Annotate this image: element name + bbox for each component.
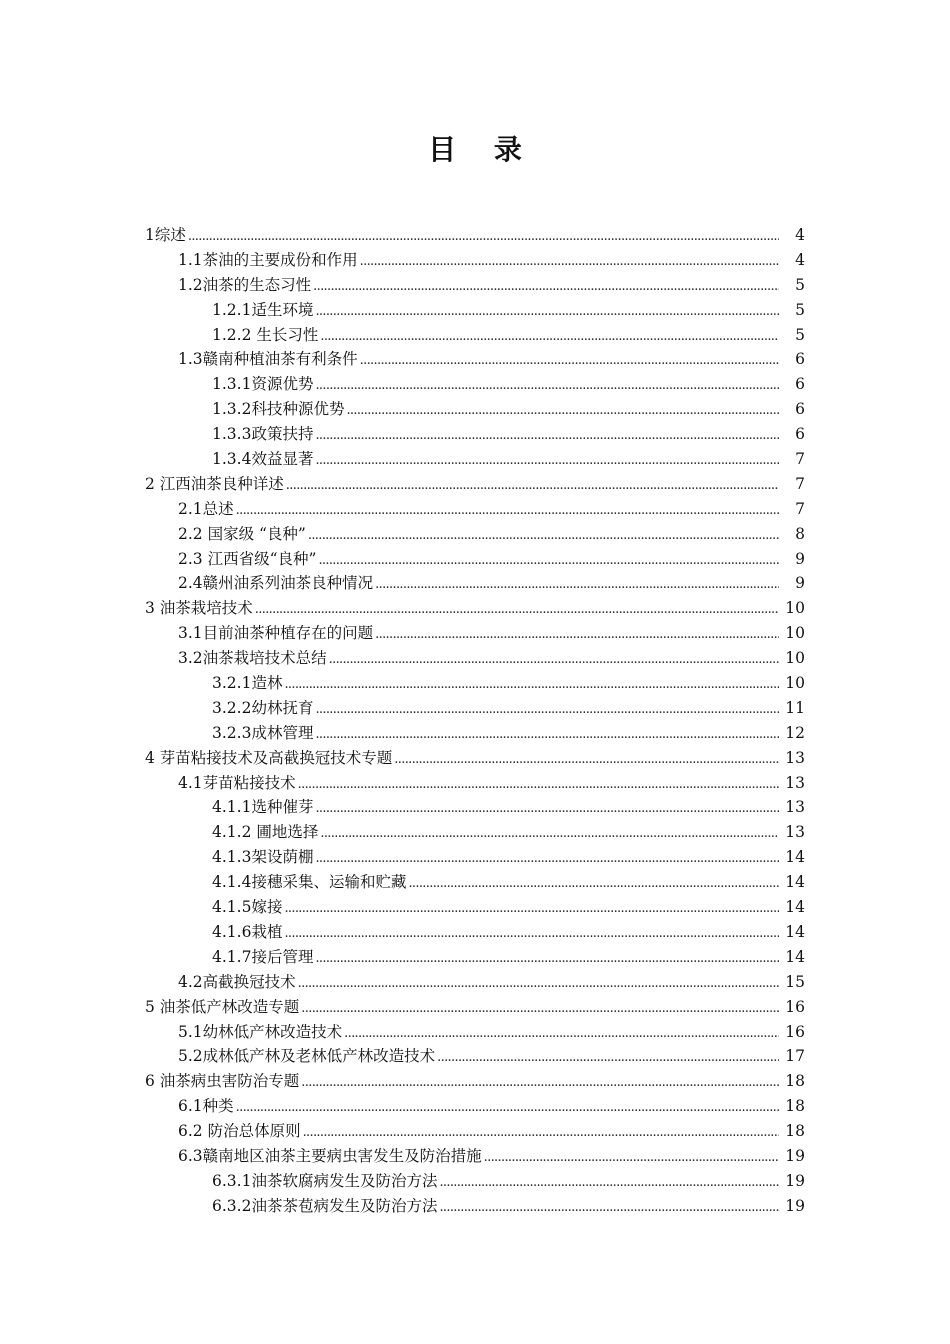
toc-entry-label: 3.2.1造林 — [212, 674, 283, 693]
toc-entry-label: 4.1.6栽植 — [212, 922, 283, 941]
toc-page-number: 14 — [785, 848, 805, 867]
toc-dot-leader — [439, 1196, 779, 1221]
toc-entry-label: 1.3.4效益显著 — [212, 450, 314, 469]
toc-entry[interactable] — [212, 1169, 950, 1194]
toc-entry[interactable] — [178, 522, 950, 547]
toc-entry-label: 4.1.5嫁接 — [212, 898, 283, 917]
toc-page-number: 5 — [795, 325, 805, 344]
toc-entry-label: 6.1种类 — [178, 1097, 234, 1116]
toc-dot-leader — [284, 922, 779, 947]
toc-entry-label: 6.3赣南地区油茶主要病虫害发生及防治措施 — [178, 1146, 482, 1165]
toc-entry-label: 6.2 防治总体原则 — [178, 1122, 301, 1141]
toc-entry[interactable] — [178, 646, 950, 671]
toc-page-number: 5 — [795, 275, 805, 294]
toc-dot-leader — [313, 275, 779, 300]
toc-page-number: 18 — [785, 1122, 805, 1141]
toc-entry-label: 2.2 国家级 “良种” — [178, 524, 306, 543]
toc-page-number: 7 — [795, 474, 805, 493]
toc-dot-leader — [346, 399, 779, 424]
toc-page-number: 4 — [795, 226, 805, 244]
toc-dot-leader — [298, 773, 779, 798]
toc-page-number: 10 — [785, 674, 805, 693]
toc-entry[interactable] — [212, 671, 950, 696]
toc-dot-leader — [329, 648, 779, 673]
toc-page-number: 11 — [785, 698, 805, 717]
toc-entry[interactable] — [178, 571, 950, 596]
toc-entry[interactable] — [145, 223, 950, 248]
toc-entry[interactable] — [178, 547, 950, 572]
toc-dot-leader — [344, 1022, 779, 1047]
toc-page-number: 18 — [785, 1097, 805, 1116]
toc-entry[interactable] — [145, 472, 950, 497]
toc-page-number: 19 — [785, 1171, 805, 1190]
toc-entry[interactable] — [212, 795, 950, 820]
toc-dot-leader — [315, 947, 779, 972]
toc-entry-label: 4.1.1选种催芽 — [212, 798, 314, 817]
toc-page-number: 6 — [795, 425, 805, 444]
toc-page-number: 9 — [795, 574, 805, 593]
toc-dot-leader — [298, 972, 779, 997]
toc-entry-label: 3.2.2幼林抚育 — [212, 698, 314, 717]
toc-page-number: 9 — [795, 549, 805, 568]
toc-entry-label: 1.3.1资源优势 — [212, 375, 314, 394]
toc-page-number: 13 — [785, 798, 805, 817]
toc-entry[interactable] — [145, 995, 950, 1020]
toc-entry[interactable] — [145, 1069, 950, 1094]
toc-entry-label: 1.1茶油的主要成份和作用 — [178, 250, 358, 269]
toc-dot-leader — [284, 673, 779, 698]
toc-entry-label: 2.4赣州油系列油茶良种情况 — [178, 574, 374, 593]
toc-page-number: 14 — [785, 873, 805, 892]
toc-entry-label: 4.1.4接穗采集、运输和贮藏 — [212, 873, 407, 892]
toc-dot-leader — [315, 300, 779, 325]
toc-title: 目 录 — [428, 133, 536, 166]
toc-dot-leader — [315, 374, 779, 399]
toc-entry[interactable] — [178, 1119, 950, 1144]
toc-dot-leader — [315, 723, 779, 748]
toc-dot-leader — [437, 1046, 779, 1071]
toc-entry-label: 4.1.3架设荫棚 — [212, 848, 314, 867]
toc-entry-label: 3.2油茶栽培技术总结 — [178, 649, 327, 668]
toc-page-number: 7 — [795, 450, 805, 469]
toc-entry-label: 5 油茶低产林改造专题 — [145, 997, 300, 1016]
toc-dot-leader — [188, 225, 779, 250]
toc-page-number: 5 — [795, 300, 805, 319]
toc-dot-leader — [408, 872, 779, 897]
toc-entry[interactable] — [178, 1094, 950, 1119]
toc-entry[interactable] — [178, 970, 950, 995]
toc-entry[interactable] — [212, 372, 950, 397]
toc-dot-leader — [236, 1096, 779, 1121]
toc-entry[interactable] — [212, 422, 950, 447]
toc-entry[interactable] — [178, 273, 950, 298]
toc-entry[interactable] — [145, 596, 950, 621]
toc-entry-label: 3.2.3成林管理 — [212, 723, 314, 742]
toc-entry[interactable] — [178, 1044, 950, 1069]
toc-page-number: 12 — [785, 723, 805, 742]
toc-entry[interactable] — [212, 845, 950, 870]
toc-page-number: 10 — [785, 624, 805, 643]
toc-entry-label: 2.3 江西省级“良种” — [178, 549, 317, 568]
toc-entry[interactable] — [212, 447, 950, 472]
toc-entry[interactable] — [212, 696, 950, 721]
toc-page-number: 6 — [795, 375, 805, 394]
toc-entry-label: 1.3.2科技种源优势 — [212, 400, 345, 419]
toc-dot-leader — [360, 349, 779, 374]
toc-dot-leader — [308, 524, 779, 549]
toc-dot-leader — [394, 748, 779, 773]
toc-entry[interactable] — [178, 248, 950, 273]
toc-dot-leader — [315, 424, 779, 449]
toc-page-number: 13 — [785, 748, 805, 767]
toc-page-number: 14 — [785, 898, 805, 917]
toc-entry-label: 3.1目前油茶种植存在的问题 — [178, 624, 374, 643]
toc-dot-leader — [320, 325, 779, 350]
toc-entry-label: 2 江西油茶良种详述 — [145, 474, 284, 493]
toc-dot-leader — [375, 573, 779, 598]
toc-entry[interactable] — [212, 1194, 950, 1219]
toc-entry[interactable] — [212, 397, 950, 422]
toc-dot-leader — [320, 822, 779, 847]
toc-entry-label: 4.1.7接后管理 — [212, 947, 314, 966]
toc-entry-label: 5.1幼林低产林改造技术 — [178, 1022, 343, 1041]
toc-dot-leader — [484, 1146, 779, 1171]
toc-entry-label: 4.1芽苗粘接技术 — [178, 773, 296, 792]
toc-entry-label: 4 芽苗粘接技术及高截换冠技术专题 — [145, 748, 393, 767]
toc-dot-leader — [303, 1121, 779, 1146]
toc-page-number: 13 — [785, 773, 805, 792]
toc-page-number: 15 — [785, 972, 805, 991]
toc-page-number: 13 — [785, 823, 805, 842]
toc-dot-leader — [315, 797, 779, 822]
toc-entry-label: 1.2.1适生环境 — [212, 300, 314, 319]
toc-entry-label: 6.3.2油茶茶苞病发生及防治方法 — [212, 1196, 438, 1215]
toc-dot-leader — [236, 499, 779, 524]
toc-entry-label: 2.1总述 — [178, 499, 234, 518]
toc-entry-label: 6 油茶病虫害防治专题 — [145, 1072, 300, 1091]
toc-page-number: 19 — [785, 1146, 805, 1165]
toc-entry-label: 5.2成林低产林及老林低产林改造技术 — [178, 1047, 436, 1066]
toc-dot-leader — [286, 474, 779, 499]
toc-page-number: 6 — [795, 400, 805, 419]
toc-dot-leader — [375, 623, 779, 648]
toc-entry[interactable] — [178, 497, 950, 522]
toc-list — [0, 223, 950, 1219]
toc-page-number: 16 — [785, 1022, 805, 1041]
toc-page-number: 14 — [785, 947, 805, 966]
toc-entry-label: 4.2高截换冠技术 — [178, 972, 296, 991]
toc-page-number: 16 — [785, 997, 805, 1016]
toc-entry[interactable] — [178, 347, 950, 372]
toc-entry[interactable] — [178, 1020, 950, 1045]
toc-dot-leader — [318, 549, 779, 574]
toc-entry-label: 1.2.2 生长习性 — [212, 325, 319, 344]
toc-dot-leader — [360, 250, 779, 275]
toc-entry[interactable] — [178, 621, 950, 646]
toc-entry[interactable] — [212, 820, 950, 845]
toc-entry-label: 3 油茶栽培技术 — [145, 599, 253, 618]
toc-entry-label: 1.3赣南种植油茶有利条件 — [178, 350, 358, 369]
toc-entry[interactable] — [212, 721, 950, 746]
toc-entry-label: 4.1.2 圃地选择 — [212, 823, 319, 842]
toc-entry-label: 1综述 — [145, 226, 186, 244]
toc-entry[interactable] — [212, 920, 950, 945]
toc-page-number: 18 — [785, 1072, 805, 1091]
toc-entry[interactable] — [212, 870, 950, 895]
toc-entry[interactable] — [212, 323, 950, 348]
toc-dot-leader — [315, 449, 779, 474]
toc-page-number: 19 — [785, 1196, 805, 1215]
toc-entry[interactable] — [212, 945, 950, 970]
toc-page-number: 17 — [785, 1047, 805, 1066]
toc-entry[interactable] — [212, 895, 950, 920]
toc-entry-label: 1.2油茶的生态习性 — [178, 275, 312, 294]
toc-dot-leader — [284, 897, 779, 922]
toc-entry[interactable] — [145, 746, 950, 771]
toc-dot-leader — [255, 598, 779, 623]
toc-page-number: 10 — [785, 599, 805, 618]
toc-dot-leader — [315, 698, 779, 723]
toc-page-number: 10 — [785, 649, 805, 668]
toc-entry[interactable] — [178, 771, 950, 796]
toc-page-number: 6 — [795, 350, 805, 369]
toc-dot-leader — [439, 1171, 779, 1196]
toc-dot-leader — [301, 1071, 779, 1096]
toc-page-number: 8 — [795, 524, 805, 543]
toc-entry[interactable] — [178, 1144, 950, 1169]
toc-entry-label: 1.3.3政策扶持 — [212, 425, 314, 444]
toc-page-number: 4 — [795, 250, 805, 269]
toc-page-number: 14 — [785, 922, 805, 941]
toc-dot-leader — [301, 997, 779, 1022]
toc-page-number: 7 — [795, 499, 805, 518]
toc-entry-label: 6.3.1油茶软腐病发生及防治方法 — [212, 1171, 438, 1190]
toc-entry[interactable] — [212, 298, 950, 323]
toc-dot-leader — [315, 847, 779, 872]
